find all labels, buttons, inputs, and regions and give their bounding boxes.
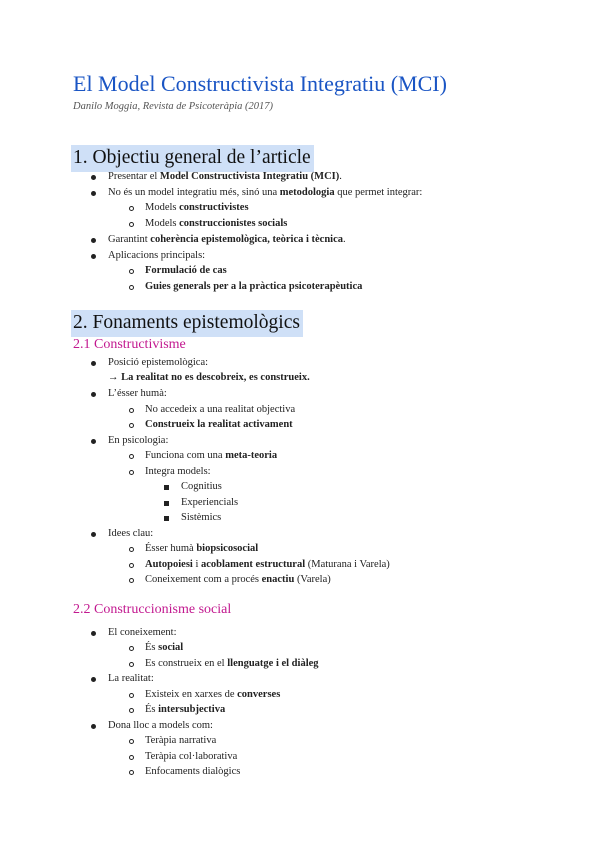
list-item: Cognitius (181, 481, 222, 492)
list-item: Autopoiesi i acoblament estructural (Maturana i Varela) (145, 559, 390, 570)
bullet-disc (91, 175, 96, 180)
section-1-heading: 1. Objectiu general de l’article (71, 145, 314, 172)
bullet-square (164, 485, 169, 490)
document-title: El Model Constructivista Integratiu (MCI) (73, 71, 447, 96)
list-item: Models constructivistes (145, 202, 249, 213)
list-item: Garantint coherència epistemològica, teòrica i tècnica. (108, 234, 346, 245)
bullet-circle (129, 269, 134, 274)
bullet-circle (129, 423, 134, 428)
bullet-disc (91, 631, 96, 636)
list-item: Enfocaments dialògics (145, 766, 241, 777)
list-item: Models construccionistes socials (145, 218, 288, 229)
bullet-circle (129, 693, 134, 698)
bullet-circle (129, 563, 134, 568)
list-item: Integra models: (145, 466, 211, 477)
subsection-2-2-heading: 2.2 Construccionisme social (73, 602, 232, 617)
list-item: Presentar el Model Constructivista Integratiu (MCI). (108, 171, 342, 182)
bullet-square (164, 501, 169, 506)
list-item: Sistèmics (181, 512, 222, 523)
bullet-disc (91, 439, 96, 444)
bullet-circle (129, 470, 134, 475)
bullet-disc (91, 392, 96, 397)
bullet-disc (91, 677, 96, 682)
list-item-continuation: → La realitat no es descobreix, es construeix. (108, 372, 310, 383)
bullet-disc (91, 191, 96, 196)
list-item: És intersubjectiva (145, 704, 226, 715)
list-item: Teràpia narrativa (145, 735, 217, 746)
bullet-circle (129, 770, 134, 775)
bullet-disc (91, 238, 96, 243)
list-item: Aplicacions principals: (108, 250, 206, 261)
list-item: Existeix en xarxes de converses (145, 689, 281, 700)
bullet-disc (91, 724, 96, 729)
list-item: Coneixement com a procés enactiu (Varela) (145, 574, 331, 585)
list-item: Guies generals per a la pràctica psicoterapèutica (145, 281, 363, 292)
bullet-disc (91, 532, 96, 537)
list-item: Ésser humà biopsicosocial (145, 543, 259, 554)
list-item: Teràpia col·laborativa (145, 751, 238, 762)
bullet-circle (129, 708, 134, 713)
bullet-circle (129, 646, 134, 651)
list-item: Dona lloc a models com: (108, 720, 213, 731)
list-item: L’ésser humà: (108, 388, 167, 399)
bullet-circle (129, 755, 134, 760)
bullet-circle (129, 454, 134, 459)
list-item: No accedeix a una realitat objectiva (145, 404, 296, 415)
bullet-circle (129, 662, 134, 667)
bullet-circle (129, 206, 134, 211)
bullet-circle (129, 408, 134, 413)
list-item: Funciona com una meta-teoria (145, 450, 278, 461)
list-item: Posició epistemològica: (108, 357, 209, 368)
subsection-2-1-heading: 2.1 Constructivisme (73, 337, 186, 352)
bullet-circle (129, 222, 134, 227)
list-item: El coneixement: (108, 627, 177, 638)
bullet-circle (129, 547, 134, 552)
list-item: La realitat: (108, 673, 154, 684)
list-item: Formulació de cas (145, 265, 227, 276)
list-item: És social (145, 642, 184, 653)
list-item: Es construeix en el llenguatge i el diàleg (145, 658, 319, 669)
list-item: Idees clau: (108, 528, 154, 539)
bullet-circle (129, 285, 134, 290)
list-item: Experiencials (181, 497, 239, 508)
document-subtitle: Danilo Moggia, Revista de Psicoteràpia (2017) (73, 101, 274, 112)
bullet-square (164, 516, 169, 521)
section-2-heading: 2. Fonaments epistemològics (71, 310, 303, 337)
bullet-circle (129, 739, 134, 744)
list-item: Construeix la realitat activament (145, 419, 293, 430)
bullet-disc (91, 361, 96, 366)
bullet-disc (91, 254, 96, 259)
bullet-circle (129, 578, 134, 583)
list-item: No és un model integratiu més, sinó una metodologia que permet integrar: (108, 187, 423, 198)
list-item: En psicologia: (108, 435, 169, 446)
